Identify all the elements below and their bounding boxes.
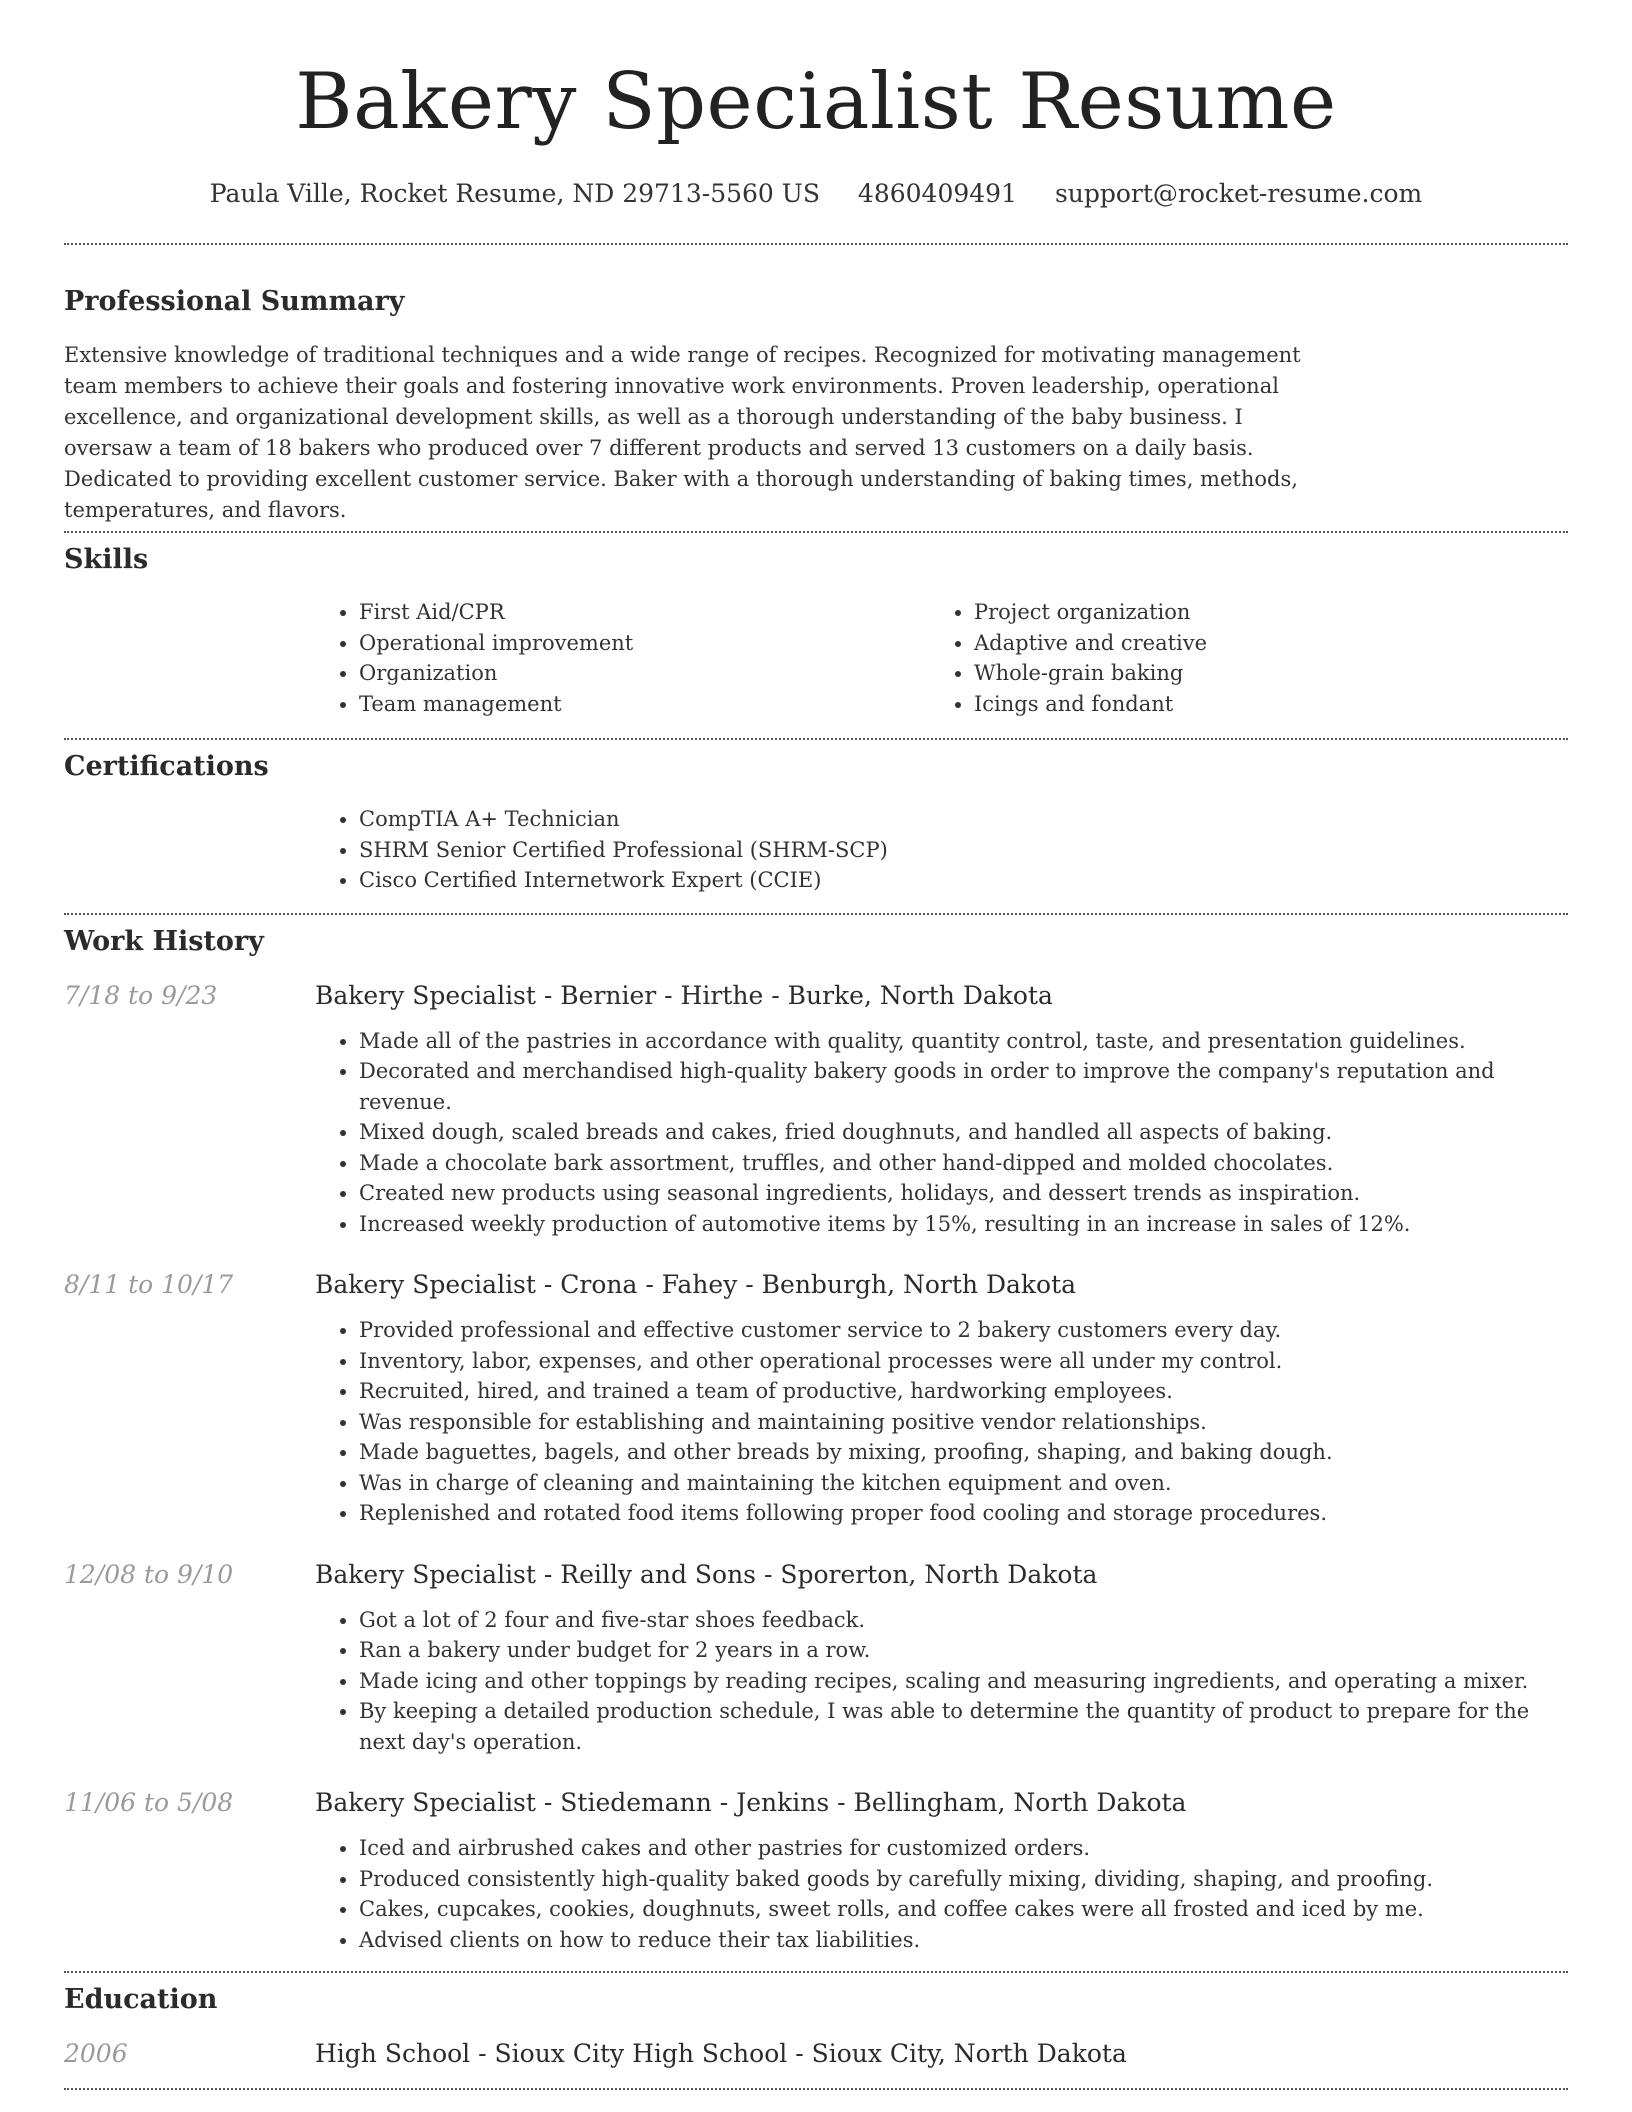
contact-address: Paula Ville, Rocket Resume, ND 29713-5560 US: [209, 179, 820, 208]
job-bullet: • Advised clients on how to reduce their tax liabilities.: [359, 1925, 1568, 1956]
job-title: Bakery Specialist - Stiedemann - Jenkins - Bellingham, North Dakota: [315, 1788, 1187, 1817]
education-heading: Education: [64, 1984, 218, 2015]
divider: [64, 2088, 1568, 2090]
job-bullet: • Mixed dough, scaled breads and cakes, fried doughnuts, and handled all aspects of baking.: [359, 1117, 1568, 1148]
job-entry: [64, 1786, 1568, 1955]
job-bullet: • Provided professional and effective customer service to 2 bakery customers every day.: [359, 1315, 1568, 1346]
skill-item: • Operational improvement: [359, 628, 930, 659]
certification-item: • CompTIA A+ Technician: [359, 804, 1568, 835]
certification-item: • SHRM Senior Certified Professional (SHRM-SCP): [359, 835, 1568, 866]
job-bullet: • By keeping a detailed production schedule, I was able to determine the quantity of product to prepare for the next day's operation.: [359, 1696, 1568, 1757]
skills-column-right: [930, 597, 1545, 719]
divider: [64, 913, 1568, 915]
job-bullet: • Inventory, labor, expenses, and other operational processes were all under my control.: [359, 1346, 1568, 1377]
job-date: 12/08 to 9/10: [64, 1559, 234, 1589]
job-bullet: • Was responsible for establishing and maintaining positive vendor relationships.: [359, 1407, 1568, 1438]
job-bullets: [315, 1026, 1568, 1240]
job-date: 8/11 to 10/17: [64, 1270, 234, 1299]
job-entry: [64, 1268, 1568, 1529]
contact-line: [64, 178, 1568, 210]
education-date: 2006: [64, 2039, 128, 2068]
job-bullet: • Iced and airbrushed cakes and other pastries for customized orders.: [359, 1833, 1568, 1864]
contact-email: support@rocket-resume.com: [1054, 179, 1423, 208]
skills-heading: Skills: [64, 544, 149, 575]
job-title: Bakery Specialist - Crona - Fahey - Benburgh, North Dakota: [315, 1270, 1077, 1299]
job-bullet: • Produced consistently high-quality baked goods by carefully mixing, dividing, shaping, and proofing.: [359, 1864, 1568, 1895]
job-bullets: [315, 1605, 1568, 1758]
skill-item: • First Aid/CPR: [359, 597, 930, 628]
contact-phone: 4860409491: [857, 179, 1017, 208]
resume-page: [64, 0, 1568, 2090]
job-bullet: • Cakes, cupcakes, cookies, doughnuts, sweet rolls, and coffee cakes were all frosted and iced by me.: [359, 1894, 1568, 1925]
job-bullet: • Made baguettes, bagels, and other breads by mixing, proofing, shaping, and baking dough.: [359, 1437, 1568, 1468]
divider: [64, 531, 1568, 533]
job-bullet: • Made all of the pastries in accordance with quality, quantity control, taste, and presentation guidelines.: [359, 1026, 1568, 1057]
divider: [64, 1971, 1568, 1973]
education-entry: [64, 2037, 1568, 2071]
divider: [64, 243, 1568, 245]
job-title: Bakery Specialist - Reilly and Sons - Sporerton, North Dakota: [315, 1559, 1098, 1589]
job-bullet: • Got a lot of 2 four and five-star shoes feedback.: [359, 1605, 1568, 1636]
skills-grid: [315, 597, 1568, 719]
job-entry: [64, 1558, 1568, 1758]
job-entry: [64, 979, 1568, 1240]
skill-item: • Whole-grain baking: [974, 658, 1545, 689]
job-bullet: • Made a chocolate bark assortment, truffles, and other hand-dipped and molded chocolates.: [359, 1148, 1568, 1179]
summary-heading: Professional Summary: [64, 286, 405, 317]
skills-column-left: [315, 597, 930, 719]
job-bullet: • Recruited, hired, and trained a team of productive, hardworking employees.: [359, 1376, 1568, 1407]
skill-item: • Adaptive and creative: [974, 628, 1545, 659]
job-bullet: • Created new products using seasonal ingredients, holidays, and dessert trends as inspiration.: [359, 1178, 1568, 1209]
job-date: 7/18 to 9/23: [64, 980, 218, 1010]
job-bullets: [315, 1315, 1568, 1529]
work-history-heading: Work History: [64, 925, 264, 957]
divider: [64, 738, 1568, 740]
education-title: High School - Sioux City High School - Sioux City, North Dakota: [315, 2039, 1127, 2068]
job-bullet: • Ran a bakery under budget for 2 years in a row.: [359, 1635, 1568, 1666]
skill-item: • Team management: [359, 689, 930, 720]
job-bullet: • Decorated and merchandised high-quality bakery goods in order to improve the company's reputation and revenue.: [359, 1056, 1568, 1117]
job-bullet: • Was in charge of cleaning and maintaining the kitchen equipment and oven.: [359, 1468, 1568, 1499]
summary-text: Extensive knowledge of traditional techniques and a wide range of recipes. Recognized for motivating management team members to achieve their goals and fostering innovative work environments. Proven leadership, operational excellence, and organizational development skills, as well as a thorough understanding of the baby business. I oversaw a team of 18 bakers who produced over 7 different products and served 13 customers on a daily basis. Dedicated to providing excellent customer service. Baker with a thorough understanding of baking times, methods, temperatures, and flavors.: [64, 343, 1301, 522]
job-title: Bakery Specialist - Bernier - Hirthe - Burke, North Dakota: [315, 980, 1053, 1010]
job-bullet: • Replenished and rotated food items following proper food cooling and storage procedures.: [359, 1498, 1568, 1529]
skill-item: • Organization: [359, 658, 930, 689]
job-bullet: • Made icing and other toppings by reading recipes, scaling and measuring ingredients, and operating a mixer.: [359, 1666, 1568, 1697]
resume-title: Bakery Specialist Resume: [295, 57, 1337, 147]
skill-item: • Project organization: [974, 597, 1545, 628]
skill-item: • Icings and fondant: [974, 689, 1545, 720]
certifications-heading: Certifications: [64, 751, 269, 782]
job-date: 11/06 to 5/08: [64, 1788, 234, 1817]
certifications-list: [315, 804, 1568, 896]
certification-item: • Cisco Certified Internetwork Expert (CCIE): [359, 865, 1568, 896]
job-bullets: [315, 1833, 1568, 1955]
job-bullet: • Increased weekly production of automotive items by 15%, resulting in an increase in sales of 12%.: [359, 1209, 1568, 1240]
